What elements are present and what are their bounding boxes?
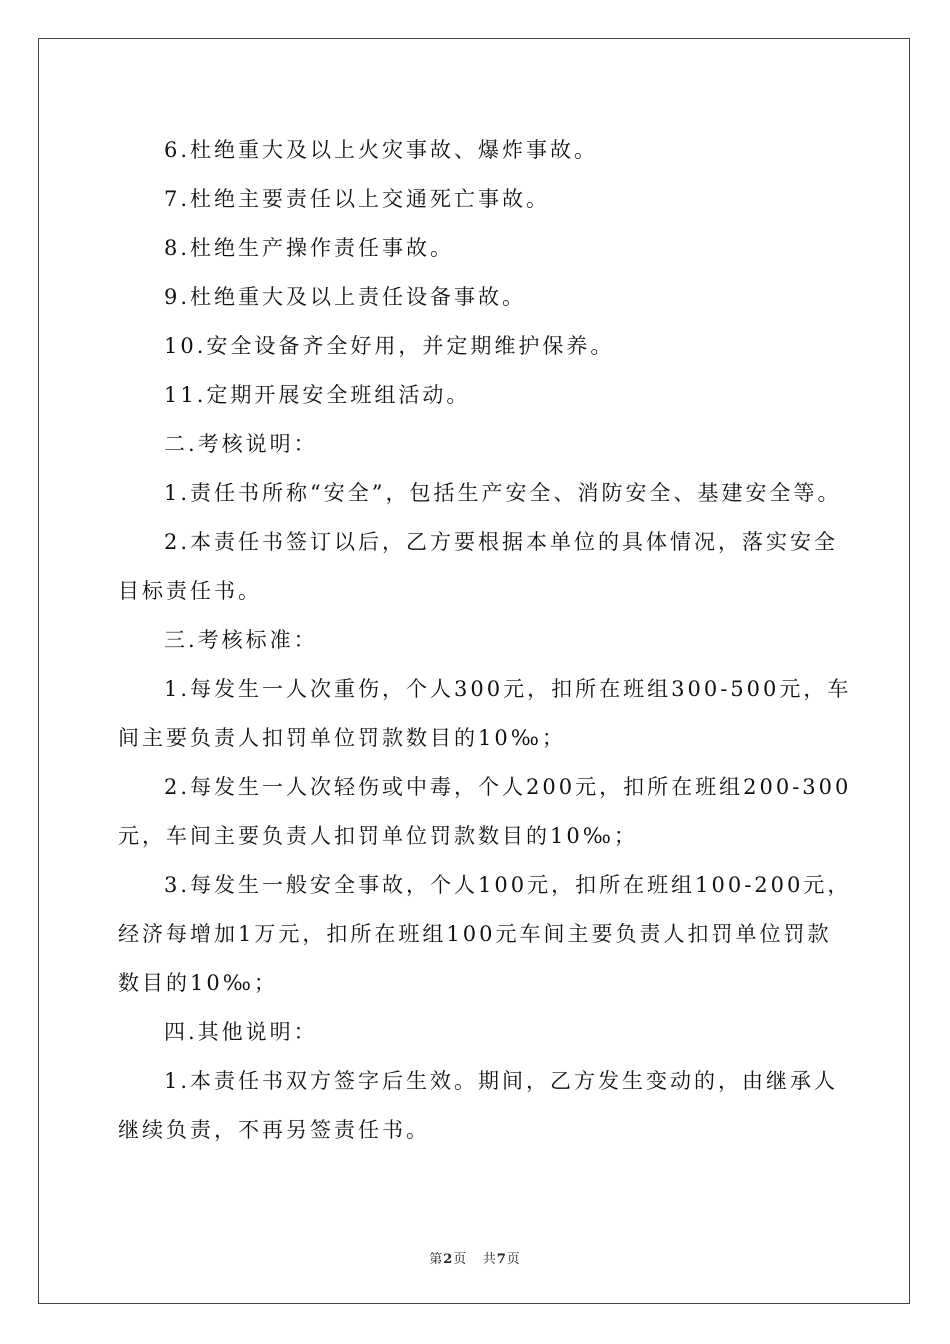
text-line: 四.其他说明： <box>164 1020 318 1044</box>
text-line: 三.考核标准： <box>164 628 318 652</box>
page-label-prefix: 第 <box>429 1252 444 1267</box>
text-line: 2.每发生一人次轻伤或中毒，个人200元，扣所在班组200-300 <box>164 775 852 799</box>
document-body <box>118 126 852 1155</box>
text-line: 8.杜绝生产操作责任事故。 <box>164 236 455 260</box>
text-line: 间主要负责人扣罚单位罚款数目的10‰； <box>118 726 566 750</box>
text-line: 9.杜绝重大及以上责任设备事故。 <box>164 285 527 309</box>
total-label-prefix: 共 <box>482 1252 497 1267</box>
current-page-number: 2 <box>443 1252 454 1267</box>
text-line: 10.安全设备齐全好用，并定期维护保养。 <box>164 334 615 358</box>
text-line: 1.责任书所称“安全”，包括生产安全、消防安全、基建安全等。 <box>164 481 842 505</box>
page-footer <box>0 1248 950 1267</box>
text-line: 经济每增加1万元，扣所在班组100元车间主要负责人扣罚单位罚款 <box>118 922 832 946</box>
total-pages-number: 7 <box>496 1252 507 1267</box>
text-line: 1.本责任书双方签字后生效。期间，乙方发生变动的，由继承人 <box>164 1069 839 1093</box>
text-line: 二.考核说明： <box>164 432 318 456</box>
text-line: 元，车间主要负责人扣罚单位罚款数目的10‰； <box>118 824 638 848</box>
text-line: 1.每发生一人次重伤，个人300元，扣所在班组300-500元，车 <box>164 677 852 701</box>
text-line: 目标责任书。 <box>118 579 262 603</box>
text-line: 6.杜绝重大及以上火灾事故、爆炸事故。 <box>164 138 599 162</box>
text-line: 3.每发生一般安全事故，个人100元，扣所在班组100-200元， <box>164 873 852 897</box>
total-label-suffix: 页 <box>506 1252 521 1267</box>
text-line: 2.本责任书签订以后，乙方要根据本单位的具体情况，落实安全 <box>164 530 839 554</box>
text-line: 数目的10‰； <box>118 971 278 995</box>
text-line: 11.定期开展安全班组活动。 <box>164 383 471 407</box>
text-line: 继续负责，不再另签责任书。 <box>118 1118 430 1142</box>
text-line: 7.杜绝主要责任以上交通死亡事故。 <box>164 187 551 211</box>
page-label-suffix: 页 <box>453 1252 468 1267</box>
